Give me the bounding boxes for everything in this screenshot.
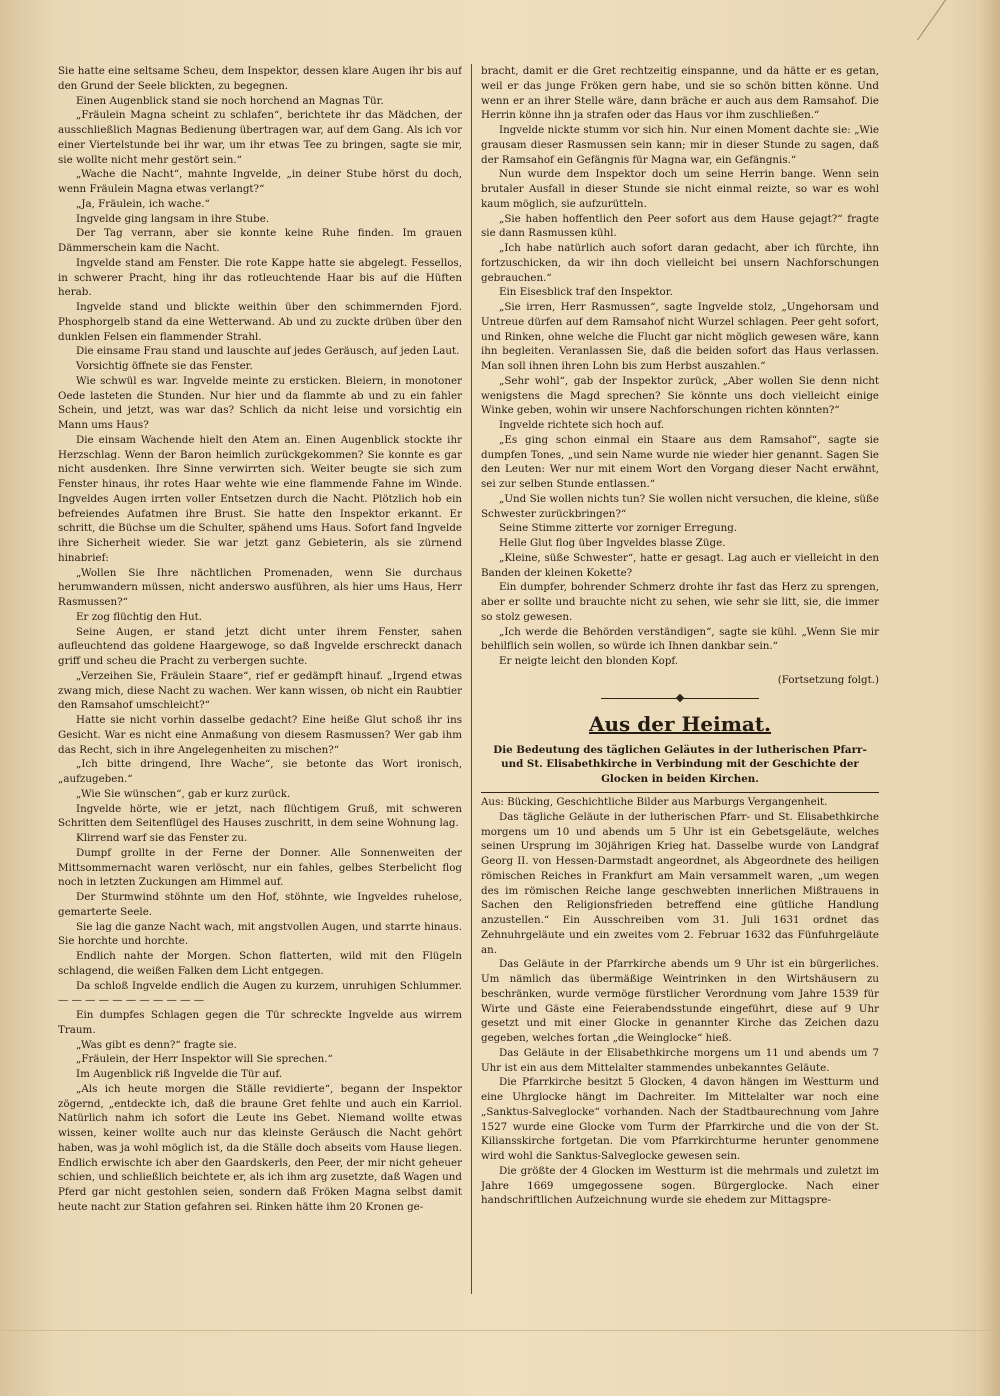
paragraph: Sie lag die ganze Nacht wach, mit angstvollen Augen, und starrte hinaus. Sie horchte und horchte. [58,920,462,948]
source-line: Aus: Bücking, Geschichtliche Bilder aus Marburgs Vergangenheit. [481,792,879,810]
paragraph: Seine Stimme zitterte vor zorniger Erregung. [499,522,738,535]
paragraph: Der Sturmwind stöhnte um den Hof, stöhnte, wie Ingveldes ruhelose, gemarterte Seele. [58,891,462,918]
paragraph: Im Augenblick riß Ingvelde die Tür auf. [76,1068,283,1080]
paragraph: Er neigte leicht den blonden Kopf. [499,655,679,667]
right-column [481,64,879,1334]
paragraph: „Was gibt es denn?“ fragte sie. [76,1038,237,1051]
paragraph: Ein dumpfer, bohrender Schmerz drohte ihr fast das Herz zu sprengen, aber er sollte und brauchte nicht zu sehen, wie sehr sie litt, sie, die immer so stolz gewesen. [481,581,879,623]
article-paragraph: Das Geläute in der Elisabethkirche morgens um 11 und abends um 7 Uhr ist ein aus dem Mittelalter stammendes unbekanntes Geläute. [481,1046,879,1074]
paragraph: Endlich nahte der Morgen. Schon flatterten, wild mit den Flügeln schlagend, die weißen Falken dem Licht entgegen. [58,950,462,977]
paragraph: „Wie Sie wünschen“, gab er kurz zurück. [76,787,291,800]
paragraph: Nun wurde dem Inspektor doch um seine Herrin bange. Wenn sein brutaler Ausfall in dieser Stunde sie nicht einmal reizte, so war es wohl kaum möglich, sie aufzurütteln. [481,168,879,210]
paragraph: Einen Augenblick stand sie noch horchend an Magnas Tür. [76,94,384,107]
paragraph: Er zog flüchtig den Hut. [76,610,203,623]
paragraph: Ingvelde hörte, wie er jetzt, nach flüchtigem Gruß, mit schweren Schritten dem Seitenflügel des Hauses zuschritt, in dem seine Wohnung lag. [58,802,462,830]
article-paragraph: Die Pfarrkirche besitzt 5 Glocken, 4 davon hängen im Westturm und eine Uhrglocke hängt im Dachreiter. Im Mittelalter war noch eine „Sanktus-Salveglocke“ vorhanden. Nach der Stadtbaurechnung vom Jahre 1527 wurde eine Glocke vom Turm der Pfarrkirche und die von der St. Kiliansskirche fortgetan. Die vom Pfarrkirchturme herunter genommene wird wohl die Sanktus-Salveglocke gewesen sein. [481,1076,879,1162]
paragraph: „Verzeihen Sie, Fräulein Staare“, rief er gedämpft hinauf. „Irgend etwas zwang mich, diese Nacht zu wachen. Wer kann wissen, ob nicht ein Raubtier den Ramsahof umschleicht?“ [58,669,462,712]
paragraph: Dumpf grollte in der Ferne der Donner. Alle Sonnenweiten der Mittsommernacht waren verlöscht, nur ein fahles, gelbes Sterbelicht flog noch in letzten Zuckungen am Himmel auf. [58,846,462,889]
paragraph: „Ich bitte dringend, Ihre Wache“, sie betonte das Wort ironisch, „aufzugeben.“ [58,758,462,785]
paragraph: Vorsichtig öffnete sie das Fenster. [76,360,253,372]
paragraph: Ingvelde ging langsam in ihre Stube. [76,212,270,225]
column-divider [471,64,472,1294]
paragraph: Sie hatte eine seltsame Scheu, dem Inspektor, dessen klare Augen ihr bis auf den Grund der Seele blickten, zu begegnen. [58,65,462,92]
paragraph: „Sie irren, Herr Rasmussen“, sagte Ingvelde stolz, „Ungehorsam und Untreue dürfen auf dem Ramsahof nicht Wurzel schlagen. Peer geht sofort, und Rinken, ohne welche die Flucht gar nicht möglich gewesen wäre, kann ihn begleiten. Veranlassen Sie, daß die beiden sofort das Haus verlassen. Man soll ihnen ihren Lohn bis zum Herbst auszahlen.“ [481,301,879,372]
paragraph: Ingvelde richtete sich hoch auf. [499,419,665,431]
paragraph: Wie schwül es war. Ingvelde meinte zu ersticken. Bleiern, in monotoner Oede lasteten die Stunden. Nur hier und da flammte ab und zu ein fahler Schein, und jetzt, was war das? Schlich da nicht leise und vorsichtig ein Mann ums Haus? [58,374,462,431]
paragraph: Ingvelde nickte stumm vor sich hin. Nur einen Moment dachte sie: „Wie grausam dieser Rasmussen sein kann; mir in dieser Stunde zu sagen, daß der Ramsahof ein Gefängnis für Magna war, ein Gefängnis.“ [481,124,879,166]
paragraph: Der Tag verrann, aber sie konnte keine Ruhe finden. Im grauen Dämmerschein kam die Nacht. [58,227,462,254]
section-rule [601,698,759,699]
page-edge [976,0,1000,1396]
paragraph: „Ich werde die Behörden verständigen“, sagte sie kühl. „Wenn Sie mir behilflich sein wollen, so würde ich Ihnen dankbar sein.“ [481,625,879,653]
paragraph: „Wollen Sie Ihre nächtlichen Promenaden, wenn Sie durchaus herumwandern müssen, nicht anderswo ausführen, als hier ums Haus, Herr Rasmussen?“ [58,566,462,608]
section-heading: Aus der Heimat. [588,711,772,736]
paragraph: bracht, damit er die Gret rechtzeitig einspanne, und da hätte er es getan, weil er das junge Fröken gern habe, und sie so schön bitten könne. Und wenn er an ihrer Stelle wäre, dann bräche er auch aus dem Ramsahof. Die Herrin könne ihn ja strafen oder das Haus vor ihm zuschließen.“ [481,65,879,122]
paragraph: Da schloß Ingvelde endlich die Augen zu kurzem, unruhigen Schlummer. — — — — — — — — — — — [58,979,462,1007]
article-paragraph: Die größte der 4 Glocken im Westturm ist die mehrmals und zuletzt im Jahre 1669 umgegossene sogen. Bürgerglocke. Nach einer handschriftlichen Aufzeichnung wurde sie ehedem zur Mittagspre- [481,1164,879,1207]
paragraph: „Und Sie wollen nichts tun? Sie wollen nicht versuchen, die kleine, süße Schwester zurückbringen?“ [481,492,879,520]
paragraph: „Fräulein Magna scheint zu schlafen“, berichtete ihr das Mädchen, der ausschließlich Magnas Bedienung übertragen war, auf dem Gang. Als ich vor einer Viertelstunde bei ihr war, um ihr etwas Tee zu bringen, sagte sie mir, sie wollte nicht mehr gestört sein.“ [58,109,462,166]
paragraph: Hatte sie nicht vorhin dasselbe gedacht? Eine heiße Glut schoß ihr ins Gesicht. War es nicht eine Anmaßung von diesem Rasmussen? Wer gab ihm das Recht, sich in ihre Angelegenheiten zu mischen?“ [58,714,462,756]
paragraph: „Ich habe natürlich auch sofort daran gedacht, aber ich fürchte, ihn fortzuschicken, da wir ihn doch vielleicht bei unsern Nachforschungen gebrauchen.“ [481,242,879,284]
paragraph: Die einsame Frau stand und lauschte auf jedes Geräusch, auf jeden Laut. [76,345,460,358]
paragraph: Ingvelde stand am Fenster. Die rote Kappe hatte sie abgelegt. Fessellos, in schwerer Pracht, hing ihr das rotleuchtende Haar bis auf die Hüften herab. [58,256,462,299]
paragraph: „Kleine, süße Schwester“, hatte er gesagt. Lag auch er vielleicht in den Banden der kleinen Kokette? [481,551,879,579]
paragraph: „Sie haben hoffentlich den Peer sofort aus dem Hause gejagt?“ fragte sie dann Rasmussen kühl. [481,212,879,240]
paragraph: Die einsam Wachende hielt den Atem an. Einen Augenblick stockte ihr Herzschlag. Wenn der Baron heimlich zurückgekommen? Sie konnte es gar nicht ausdenken. Ihre Sinne verwirrten sich. Weiter beugte sie sich zum Fenster hinaus, ihr rotes Haar wehte wie eine flammende Fahne im Winde. Ingveldes Augen irrten voller Entsetzen durch die Nacht. Plötzlich hob ein befreiendes Aufatmen ihre Brust. Sie hatte den Inspektor erkannt. Er schritt, die Büchse um die Schulter, spähend ums Haus. Sofort fand Ingvelde ihre Sicherheit wieder. Sie war jetzt ganz Gebieterin, als sie zürnend hinabrief: [58,433,462,564]
article-subheading: Die Bedeutung des täglichen Geläutes in der lutherischen Pfarr- und St. Elisabethkirche in Verbindung mit der Geschichte der Glocken in beiden Kirchen. [493,743,867,785]
paragraph: „Fräulein, der Herr Inspektor will Sie sprechen.“ [76,1053,333,1066]
paragraph: „Sehr wohl“, gab der Inspektor zurück, „Aber wollen Sie denn nicht wenigstens die Magd sprechen? Sie könnte uns doch vielleicht einige Winke geben, wohin wir unsere Nachforschungen richten könnten?“ [481,374,879,417]
paragraph: Klirrend warf sie das Fenster zu. [76,832,248,844]
continuation-note: (Fortsetzung folgt.) [777,673,879,686]
paragraph: „Ja, Fräulein, ich wache.“ [76,197,210,210]
paragraph: Ein Eisesblick traf den Inspektor. [499,286,673,299]
paragraph: „Wache die Nacht“, mahnte Ingvelde, „in deiner Stube hörst du doch, wenn Fräulein Magna etwas verlangt?“ [58,168,462,195]
paragraph: „Es ging schon einmal ein Staare aus dem Ramsahof“, sagte sie dumpfen Tones, „und sein Name wurde nie wieder hier genannt. Sagen Sie den Leuten: Wer nur mit einem Wort den Vorgang dieser Nacht erwähnt, sei zur selben Stunde entlassen.“ [481,433,879,490]
paragraph: „Als ich heute morgen die Ställe revidierte“, begann der Inspektor zögernd, „entdeckte ich, daß die braune Gret fehlte und auch ein Karriol. Natürlich nahm ich sofort die Leute ins Gebet. Niemand wollte etwas wissen, keiner wollte auch nur das kleinste Geräusch die Nacht gehört haben, was ja wohl möglich ist, da die Ställe doch abseits vom Hause liegen. Endlich erwischte ich aber den Gaardskerls, den Peer, der mir nicht geheuer schien, und schließlich beichtete er, als ich ihm arg zusetzte, daß Wagen und Pferd gar nicht gestohlen seien, sondern daß Fröken Magna selbst damit heute nacht zur Station gefahren sei. Rinken hätte ihm 20 Kronen ge- [58,1082,462,1213]
left-column [58,64,462,1334]
paragraph: Ingvelde stand und blickte weithin über den schimmernden Fjord. Phosphorgelb stand da eine Wetterwand. Ab und zu zuckte drüben über den dunklen Felsen ein flammender Strahl. [58,301,462,343]
paragraph: Seine Augen, er stand jetzt dicht unter ihrem Fenster, sahen aufleuchtend das goldene Haargewoge, so daß Ingvelde erschreckt danach griff und scheu die Pracht zu verbergen suchte. [58,625,462,667]
paragraph: Ein dumpfes Schlagen gegen die Tür schreckte Ingvelde aus wirrem Traum. [58,1009,462,1036]
paragraph: Helle Glut flog über Ingveldes blasse Züge. [499,537,726,549]
article-paragraph: Das tägliche Geläute in der lutherischen Pfarr- und St. Elisabethkirche morgens um 10 und abends um 5 Uhr ist ein Gebetsgeläute, welches seinen Ursprung im 30jährigen Krieg hat. Dasselbe wurde von Landgraf Georg II. von Hessen-Darmstadt angeordnet, als Abgeordnete des heiligen römischen Reiches in Frankfurt am Main versammelt waren, „um wegen des im römischen Reiche lange geschwebten innerlichen Mißtrauens in Sachen den Religionsfrieden betreffend eine gütliche Handlung anzustellen.“ Ein Ausschreiben vom 31. Juli 1631 ordnet das Zehnuhrgeläute und ein zweites vom 2. Februar 1632 das Fünfuhrgeläute an. [481,810,879,956]
article-paragraph: Das Geläute in der Pfarrkirche abends um 9 Uhr ist ein bürgerliches. Um nämlich das übermäßige Weintrinken in den Wirtshäusern zu beschränken, wurde vermöge fürstlicher Verordnung vom Jahre 1539 für Wirte und Gäste eine Feierabendsstunde eingeführt, diese auf 9 Uhr gesetzt und mit einer Glocke in genannter Kirche das Zeichen dazu gegeben, welches fortan „die Weinglocke“ hieß. [481,958,879,1044]
